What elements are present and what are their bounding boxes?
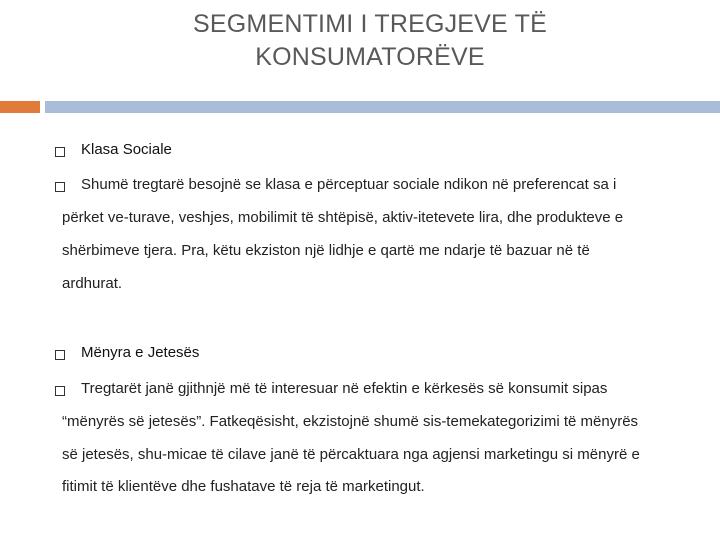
paragraph-line: fitimit të klientëve dhe fushatave të reja të marketingut. <box>62 478 425 495</box>
section-heading-menyra-e-jeteses: Mënyra e Jetesës <box>81 344 200 361</box>
paragraph-line: Shumë tregtarë besojnë se klasa e përceptuar sociale ndikon në preferencat sa i <box>81 176 617 193</box>
section-heading-klasa-sociale: Klasa Sociale <box>81 141 172 158</box>
paragraph-line: së jetesës, shu-micae të cilave janë të përcaktuara nga agjensi marketingu si mënyrë e <box>62 446 640 463</box>
bullet-icon <box>55 147 65 157</box>
paragraph-line: Tregtarët janë gjithnjë më të interesuar në efektin e kërkesës së konsumit sipas <box>81 380 608 397</box>
paragraph-line: përket ve-turave, veshjes, mobilimit të shtëpisë, aktiv-itetevete lira, dhe produkteve e <box>62 209 624 226</box>
title-divider-bar <box>45 101 720 113</box>
title-line-2: KONSUMATORËVE <box>255 43 485 71</box>
paragraph-line: shërbimeve tjera. Pra, këtu ekziston një lidhje e qartë me ndarje të bazuar në të <box>62 242 590 259</box>
paragraph-line: ardhurat. <box>62 275 123 292</box>
bullet-icon <box>55 386 65 396</box>
title-line-1: SEGMENTIMI I TREGJEVE TË <box>193 10 547 38</box>
paragraph-line: “mënyrës së jetesës”. Fatkeqësisht, ekzistojnë shumë sis-temekategorizimi të mënyrës <box>62 413 639 430</box>
title-accent-bar <box>0 101 40 113</box>
bullet-icon <box>55 182 65 192</box>
slide-title <box>0 8 720 74</box>
bullet-icon <box>55 350 65 360</box>
